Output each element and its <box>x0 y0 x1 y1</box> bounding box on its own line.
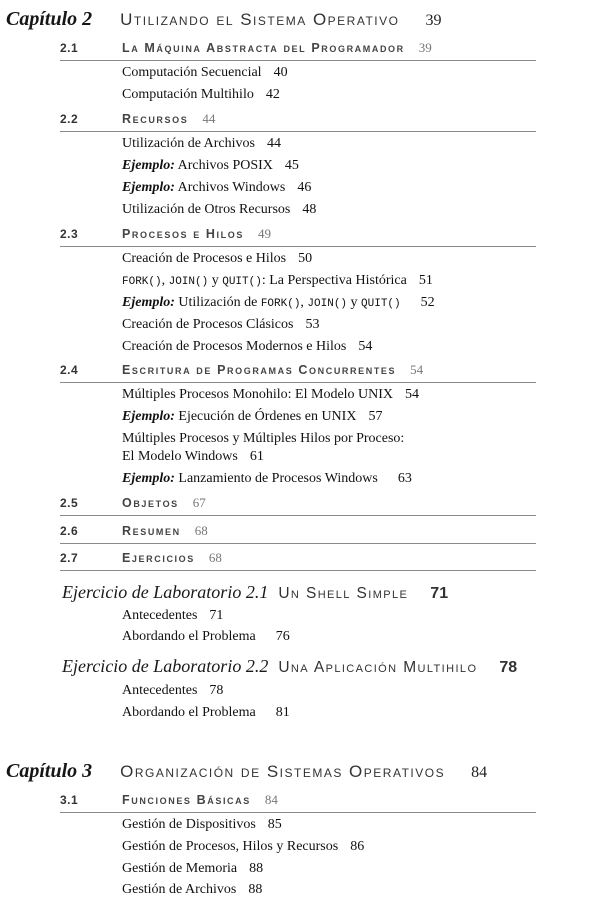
entry-page: 50 <box>298 251 313 266</box>
section-page: 44 <box>202 111 216 126</box>
code-fork: FORK() <box>260 298 301 310</box>
entry-title: Archivos POSIX <box>177 158 273 173</box>
entry-title: Gestión de Memoria <box>122 861 238 876</box>
section-2-6 <box>60 523 536 544</box>
entry-title: Utilización de Otros Recursos <box>122 202 291 217</box>
section-title: Procesos e Hilos <box>122 227 244 241</box>
lab-title: Un Shell Simple <box>278 585 409 602</box>
toc-entry <box>122 86 580 104</box>
section-page: 54 <box>410 362 424 377</box>
entry-title: : La Perspectiva Histórica <box>261 273 407 288</box>
entry-title: Gestión de Dispositivos <box>122 817 256 832</box>
lab-label: Ejercicio de Laboratorio 2.2 <box>62 656 269 676</box>
entry-page: 78 <box>209 683 224 698</box>
entry-separator: , <box>161 273 169 288</box>
section-2-2 <box>60 111 536 132</box>
lab-page: 71 <box>430 585 449 602</box>
section-number: 2.3 <box>60 227 79 241</box>
section-page: 84 <box>264 792 278 807</box>
entry-page: 52 <box>420 295 435 310</box>
entry-title: Computación Secuencial <box>122 65 262 80</box>
section-page: 39 <box>418 40 432 55</box>
entry-page: 88 <box>248 882 263 897</box>
section-2-3 <box>60 226 536 247</box>
entry-title: Gestión de Procesos, Hilos y Recursos <box>122 839 339 854</box>
entry-page: 53 <box>305 317 320 332</box>
chapter-page: 39 <box>425 12 442 29</box>
toc-entry <box>122 386 580 404</box>
entry-page: 54 <box>358 339 373 354</box>
section-2-7 <box>60 550 536 571</box>
entry-page: 63 <box>397 471 412 486</box>
entry-page: 48 <box>302 202 317 217</box>
example-prefix: Ejemplo: <box>122 180 175 195</box>
toc-entry <box>122 816 580 834</box>
section-page: 68 <box>208 550 222 565</box>
entry-title: Antecedentes <box>122 683 198 698</box>
example-prefix: Ejemplo: <box>122 295 175 310</box>
entry-title: Abordando el Problema <box>122 705 256 720</box>
toc-entry <box>122 64 580 82</box>
section-title: La Máquina Abstracta del Programador <box>122 41 405 55</box>
entry-page: 85 <box>267 817 282 832</box>
section-number: 2.2 <box>60 112 79 126</box>
entry-page: 45 <box>284 158 299 173</box>
entry-title: Computación Multihilo <box>122 87 254 102</box>
example-prefix: Ejemplo: <box>122 158 175 173</box>
entry-page: 46 <box>297 180 312 195</box>
toc-entry <box>122 316 580 334</box>
entry-page: 76 <box>275 629 290 644</box>
lab-exercise-2-1 <box>62 582 580 606</box>
entry-title: El Modelo Windows <box>122 449 238 464</box>
toc-entry <box>122 201 580 219</box>
section-title: Ejercicios <box>122 551 195 565</box>
section-2-5 <box>60 495 536 516</box>
chapter-title: Utilizando el Sistema Operativo <box>120 10 400 29</box>
toc-entry <box>122 179 580 197</box>
toc-entry <box>122 607 580 625</box>
chapter-label: Capítulo 2 <box>6 8 93 30</box>
entry-title: Múltiples Procesos Monohilo: El Modelo UNIX <box>122 387 394 402</box>
toc-entry <box>122 470 580 488</box>
example-prefix: Ejemplo: <box>122 471 175 486</box>
toc-entry <box>122 860 580 878</box>
example-prefix: Ejemplo: <box>122 409 175 424</box>
section-number: 2.6 <box>60 524 79 538</box>
entry-title: Ejecución de Órdenes en UNIX <box>178 409 357 424</box>
entry-page: 40 <box>273 65 288 80</box>
entry-page: 57 <box>368 409 383 424</box>
entry-page: 51 <box>418 273 433 288</box>
toc-entry <box>122 250 580 268</box>
section-page: 67 <box>192 495 206 510</box>
entry-title: Creación de Procesos Modernos e Hilos <box>122 339 347 354</box>
entry-page: 71 <box>209 608 224 623</box>
entry-separator: y <box>347 295 362 310</box>
entry-page: 61 <box>249 449 264 464</box>
chapter-page: 84 <box>471 764 488 781</box>
section-page: 49 <box>257 226 271 241</box>
section-number: 2.7 <box>60 551 79 565</box>
entry-page: 44 <box>266 136 281 151</box>
entry-title: Archivos Windows <box>177 180 286 195</box>
section-title: Objetos <box>122 496 179 510</box>
lab-page: 78 <box>499 659 518 676</box>
code-quit: QUIT() <box>361 298 401 310</box>
section-title: Funciones Básicas <box>122 793 251 807</box>
entry-page: 88 <box>249 861 264 876</box>
entry-page: 81 <box>275 705 290 720</box>
code-quit: QUIT() <box>222 276 262 288</box>
section-number: 2.4 <box>60 363 79 377</box>
entry-separator: y <box>208 273 223 288</box>
toc-entry <box>122 430 580 448</box>
entry-separator: , <box>300 295 308 310</box>
section-2-1 <box>60 40 536 61</box>
entry-title: Utilización de <box>178 295 258 310</box>
entry-title: Utilización de Archivos <box>122 136 255 151</box>
section-number: 2.1 <box>60 41 79 55</box>
section-number: 2.5 <box>60 496 79 510</box>
entry-page: 86 <box>350 839 365 854</box>
toc-entry <box>122 272 580 291</box>
toc-entry <box>122 704 580 722</box>
entry-page: 54 <box>405 387 420 402</box>
entry-title: Antecedentes <box>122 608 198 623</box>
toc-entry <box>122 408 580 426</box>
code-join: JOIN() <box>307 298 348 310</box>
chapter-label: Capítulo 3 <box>6 760 93 782</box>
chapter-2-heading <box>6 8 590 34</box>
section-title: Recursos <box>122 112 189 126</box>
section-title: Resumen <box>122 524 181 538</box>
toc-entry <box>122 682 580 700</box>
section-number: 3.1 <box>60 793 79 807</box>
code-fork: FORK() <box>122 276 162 288</box>
entry-title: Abordando el Problema <box>122 629 256 644</box>
toc-entry <box>122 628 580 646</box>
entry-title: Lanzamiento de Procesos Windows <box>178 471 378 486</box>
section-page: 68 <box>194 523 208 538</box>
entry-title: Creación de Procesos e Hilos <box>122 251 287 266</box>
section-3-1 <box>60 792 536 813</box>
entry-title: Creación de Procesos Clásicos <box>122 317 294 332</box>
toc-entry <box>122 838 580 856</box>
entry-page: 42 <box>265 87 280 102</box>
section-title: Escritura de Programas Concurrentes <box>122 363 397 377</box>
chapter-title: Organización de Sistemas Operativos <box>120 762 446 781</box>
toc-entry <box>122 881 580 899</box>
entry-title: Gestión de Archivos <box>122 882 237 897</box>
lab-label: Ejercicio de Laboratorio 2.1 <box>62 582 269 602</box>
toc-entry-continued <box>122 448 580 466</box>
toc-entry <box>122 157 580 175</box>
code-join: JOIN() <box>168 276 209 288</box>
toc-entry <box>122 338 580 356</box>
chapter-3-heading <box>6 760 590 786</box>
lab-title: Una Aplicación Multihilo <box>278 659 478 676</box>
toc-entry <box>122 294 580 313</box>
section-2-4 <box>60 362 536 383</box>
entry-title: Múltiples Procesos y Múltiples Hilos por Proceso: <box>122 431 405 446</box>
lab-exercise-2-2 <box>62 656 580 680</box>
toc-entry <box>122 135 580 153</box>
